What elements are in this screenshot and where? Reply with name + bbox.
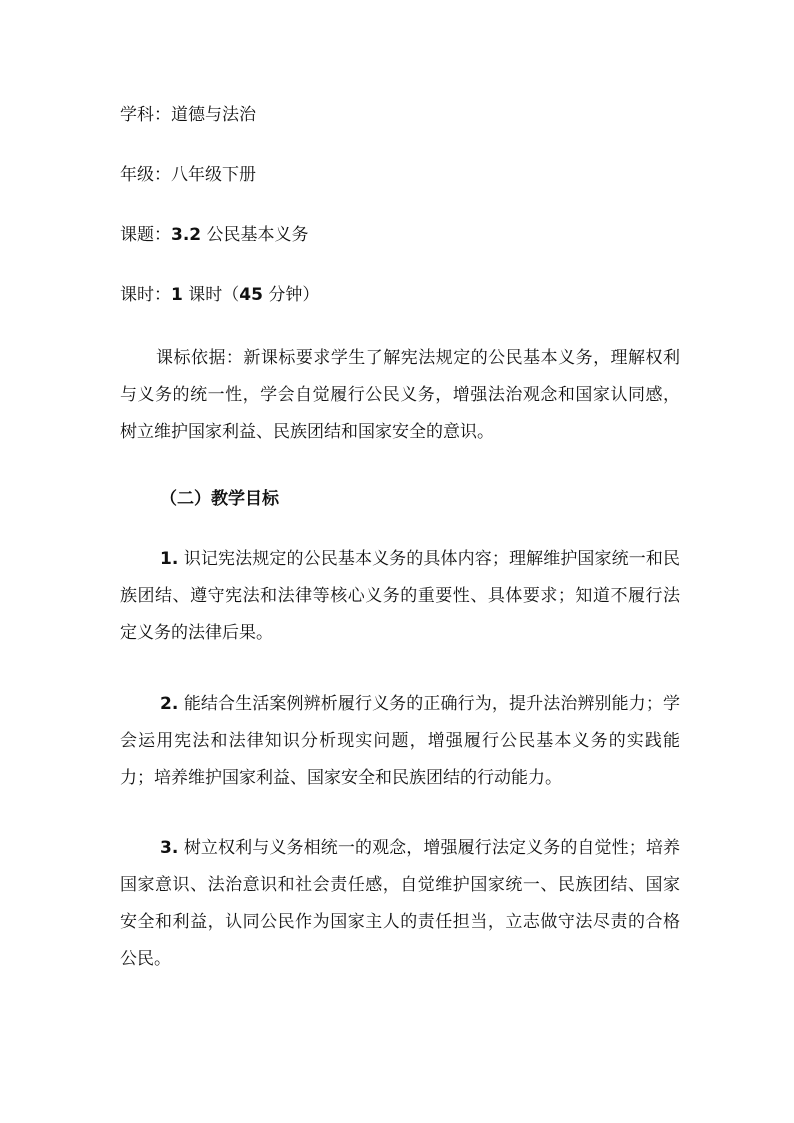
objectives-heading: （二）教学目标	[160, 489, 279, 509]
curriculum-basis-paragraph: 课标依据：新课标要求学生了解宪法规定的公民基本义务，理解权利与义务的统一性，学会自觉履行公民义务，增强法治观念和国家认同感，树立维护国家利益、民族团结和国家安全的意识。	[120, 348, 680, 442]
topic-title: 公民基本义务	[201, 225, 309, 245]
objective-text: 树立权利与义务相统一的观念，增强履行法定义务的自觉性；培养国家意识、法治意识和社会责任感，自觉维护国家统一、民族团结、国家安全和利益，认同公民作为国家主人的责任担当，立志做守法尽责的合格公民。	[120, 838, 680, 969]
objective-item-1	[120, 541, 680, 652]
objective-number: 3.	[160, 838, 179, 858]
objective-number: 2.	[160, 694, 179, 714]
objective-text: 识记宪法规定的公民基本义务的具体内容；理解维护国家统一和民族团结、遵守宪法和法律等核心义务的重要性、具体要求；知道不履行法定义务的法律后果。	[120, 549, 680, 643]
topic-number: 3.2	[171, 225, 202, 245]
period-minutes: 45	[239, 285, 263, 305]
objective-number: 1.	[160, 549, 179, 569]
subject-line: 学科：道德与法治	[120, 105, 256, 125]
period-unit: 课时（	[182, 285, 240, 305]
objective-item-2	[120, 686, 680, 797]
period-count: 1	[171, 285, 183, 305]
topic-label: 课题：	[120, 225, 171, 245]
period-line	[120, 284, 319, 306]
objective-text: 能结合生活案例辨析履行义务的正确行为，提升法治辨别能力；学会运用宪法和法律知识分析现实问题，增强履行公民基本义务的实践能力；培养维护国家利益、国家安全和民族团结的行动能力。	[120, 694, 680, 788]
grade-line: 年级：八年级下册	[120, 165, 256, 185]
topic-line	[120, 224, 309, 246]
period-suffix: 分钟）	[262, 285, 320, 305]
period-label: 课时：	[120, 285, 171, 305]
objective-item-3	[120, 830, 680, 978]
